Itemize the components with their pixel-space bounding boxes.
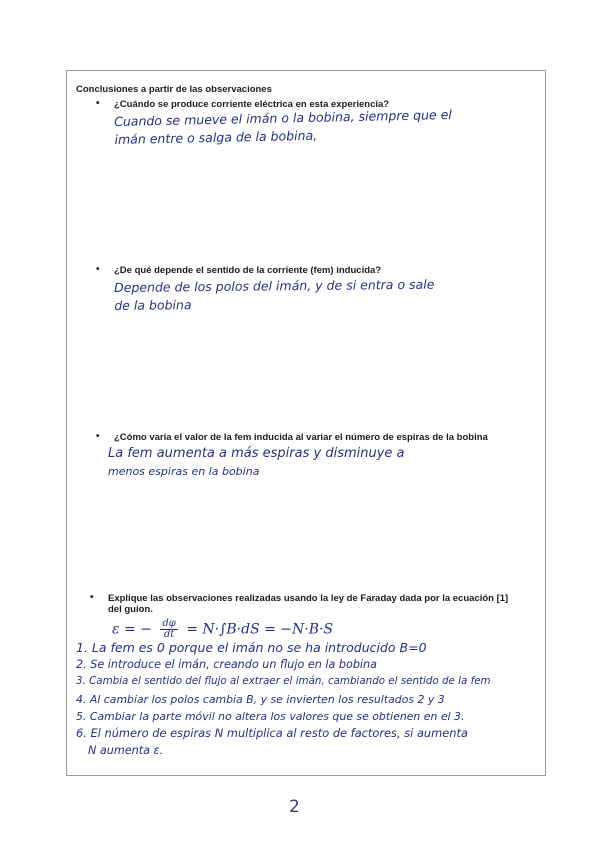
answer-4-line-3: 3. Cambia el sentido del flujo al extraer el imán, cambiando el sentido de la fem [76,675,491,688]
answer-4-line-5: 5. Cambiar la parte móvil no altera los valores que se obtienen en el 3. [76,709,465,723]
answer-4-line-7: N aumenta ε. [88,744,164,758]
answer-4-list [76,639,491,759]
answer-4-line-6: 6. El número de espiras N multiplica al resto de factores, si aumenta [76,726,468,741]
question-2 [96,264,382,276]
answer-4-line-4: 4. Al cambiar los polos cambia B, y se invierten los resultados 2 y 3 [76,692,445,706]
answer-1-line-1: Cuando se mueve el imán o la bobina, siempre que el [114,106,452,129]
page-number: 2 [289,797,300,817]
question-4-text-line-1: Explique las observaciones realizadas usando la ley de Faraday dada por la ecuación [1] [108,593,509,604]
answer-2-line-2: de la bobina [114,297,192,313]
formula-denominator: dt [163,629,175,640]
answer-1 [114,106,452,149]
question-2-text: ¿De qué depende el sentido de la corriente (fem) inducida? [114,265,382,276]
question-3-text: ¿Cómo varía el valor de la fem inducida al variar el número de espiras de la bobina [114,432,488,443]
question-4 [90,592,509,615]
answer-3 [108,445,405,481]
bullet-1: • [96,98,100,109]
answer-4-line-2: 2. Se introduce el imán, creando un flujo en la bobina [76,658,377,672]
bullet-3: • [96,431,100,442]
answer-3-line-2: menos espiras en la bobina [108,465,260,478]
answer-2-line-1: Depende de los polos del imán, y de si entra o sale [114,276,435,295]
question-3 [96,431,488,443]
section-title: Conclusiones a partir de las observaciones [76,84,272,95]
answer-4-line-1: 1. La fem es 0 porque el imán no se ha introducido B=0 [76,640,427,655]
formula-numerator: dφ [162,618,176,629]
question-4-text-line-2: del guion. [108,604,153,615]
answer-1-line-2: imán entre o salga de la bobina, [114,127,318,147]
answer-3-line-1: La fem aumenta a más espiras y disminuye a [108,446,405,461]
answer-2 [114,276,435,315]
bullet-4: • [90,592,94,603]
question-1-text: ¿Cuándo se produce corriente eléctrica en esta experiencia? [114,99,390,110]
faraday-formula [112,619,333,640]
bullet-2: • [96,264,100,275]
formula-fraction [160,619,177,640]
formula-lhs: ε = − [112,621,152,638]
formula-rhs: = N·∫B·dS = −N·B·S [186,621,334,638]
